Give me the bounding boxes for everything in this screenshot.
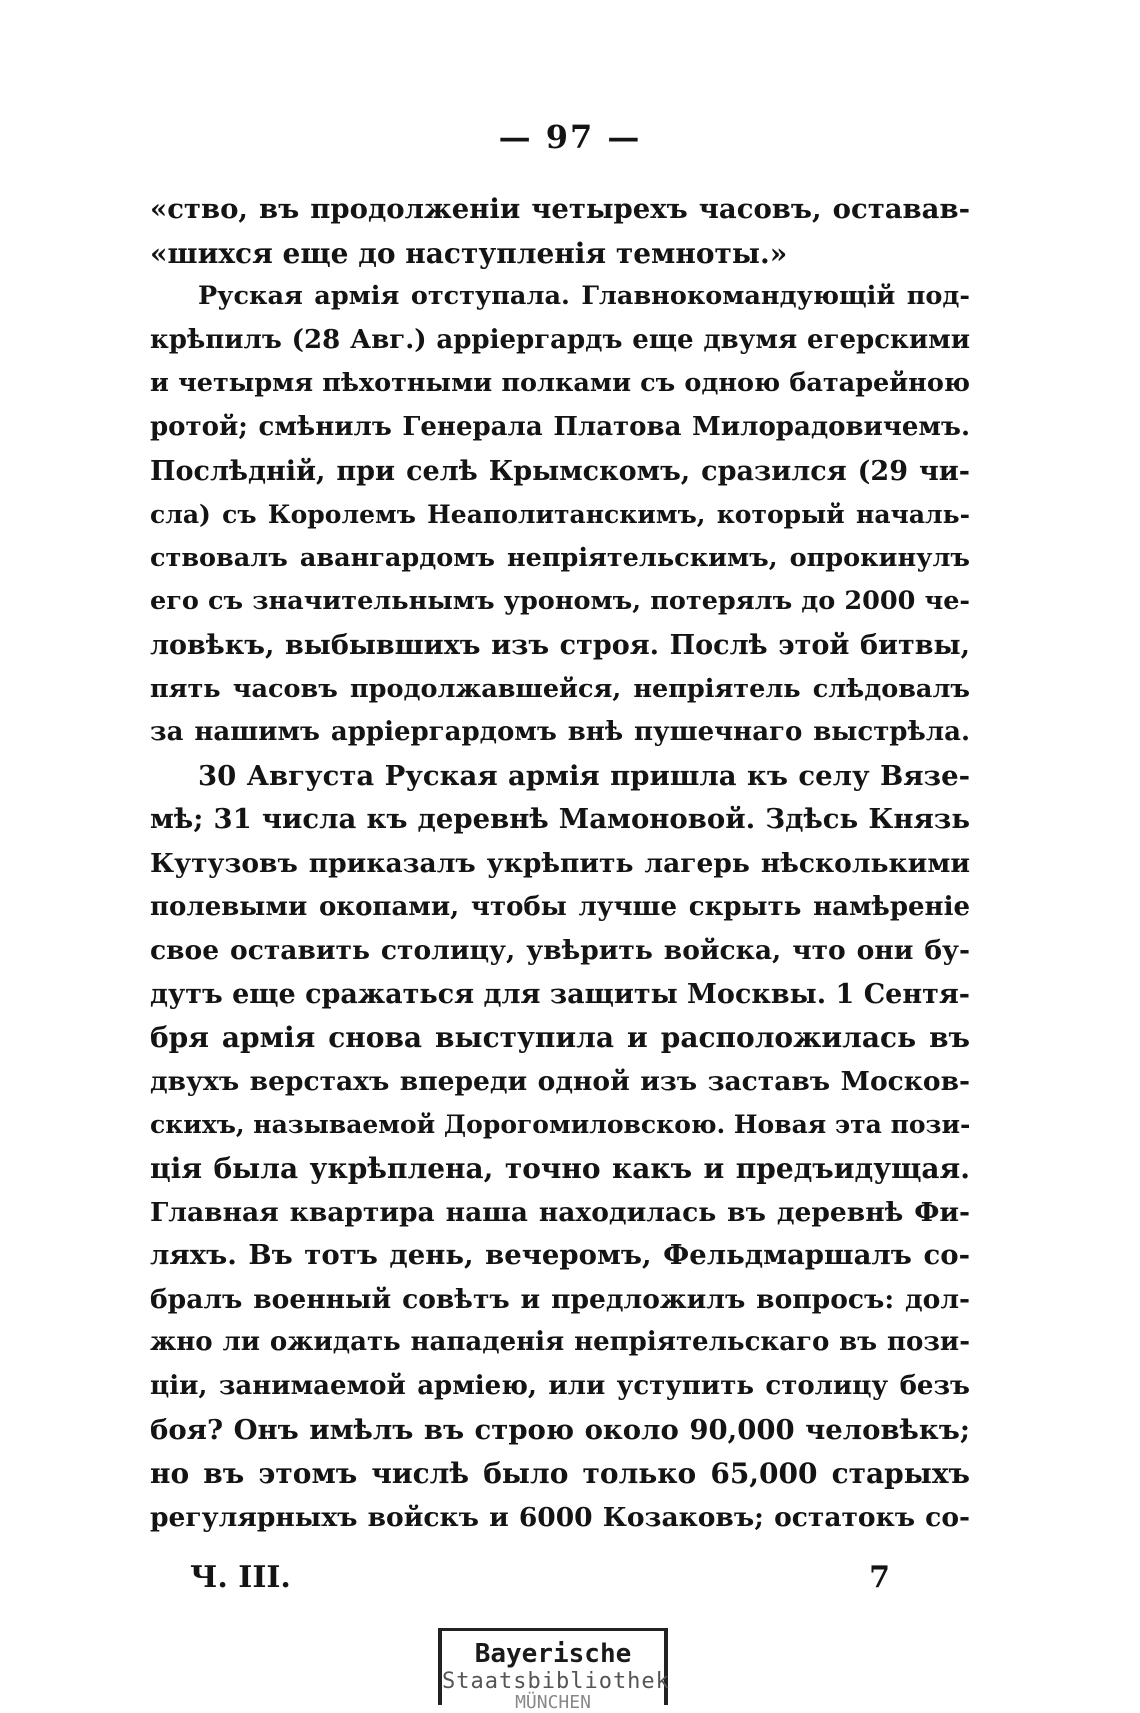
stamp-line-1: Bayerische — [474, 1639, 632, 1669]
text-line: ція была укрѣплена, точно какъ и предъидущая. — [150, 1152, 970, 1186]
signature-mark: Ч. III. — [190, 1560, 291, 1595]
library-stamp — [438, 1628, 670, 1713]
text-line: регулярныхъ войскъ и 6000 Козаковъ; остатокъ со- — [150, 1501, 970, 1533]
text-line: ціи, занимаемой арміею, или уступить столицу безъ — [150, 1371, 970, 1402]
text-line: ляхъ. Въ тотъ день, вечеромъ, Фельдмаршалъ со- — [150, 1239, 970, 1272]
text-line: бря армія снова выступила и расположилась въ — [150, 1021, 970, 1055]
text-line: полевыми окопами, чтобы лучше скрыть намѣреніе — [150, 891, 970, 922]
text-line: ствовалъ авангардомъ непріятельскимъ, опрокинулъ — [150, 542, 970, 573]
text-line: Послѣдній, при селѣ Крымскомъ, сразился (29 чи- — [150, 455, 970, 487]
text-line: дутъ еще сражаться для защиты Москвы. 1 Сентя- — [150, 978, 971, 1010]
page-text-block — [150, 188, 970, 1539]
text-line: мѣ; 31 числа къ деревнѣ Мамоновой. Здѣсь Князь — [150, 803, 970, 836]
text-line: но въ этомъ числѣ было только 65,000 старыхъ — [150, 1457, 970, 1491]
text-line: пять часовъ продолжавшейся, непріятель слѣдовалъ — [150, 673, 970, 704]
stamp-line-2: Staatsbibliothek — [442, 1669, 670, 1694]
text-line: свое оставить столицу, увѣрить войска, что они бу- — [150, 935, 970, 967]
text-line: Главная квартира наша находилась въ деревнѣ Фи- — [150, 1196, 970, 1228]
text-line: за нашимъ арріергардомъ внѣ пушечнаго выстрѣла. — [150, 717, 970, 748]
text-line: его съ значительнымъ урономъ, потерялъ до 2000 че- — [150, 586, 970, 617]
sheet-number: 7 — [869, 1560, 890, 1595]
text-line: бралъ военный совѣтъ и предложилъ вопросъ: дол- — [150, 1283, 970, 1315]
text-line: двухъ верстахъ впереди одной изъ заставъ Москов- — [150, 1065, 970, 1097]
text-line: крѣпилъ (28 Авг.) арріергардъ еще двумя егерскими — [150, 324, 970, 355]
text-line: «ство, въ продолженіи четырехъ часовъ, оставав- — [150, 193, 970, 225]
text-line: ловѣкъ, выбывшихъ изъ строя. Послѣ этой битвы, — [150, 629, 970, 661]
text-line: сла) съ Королемъ Неаполитанскимъ, который началь- — [150, 500, 970, 530]
text-line: боя? Онъ имѣлъ въ строю около 90,000 человѣкъ; — [150, 1413, 970, 1446]
text-line: Руская армія отступала. Главнокомандующій под- — [198, 281, 970, 312]
text-line: жно ли ожидать нападенія непріятельскаго въ пози- — [150, 1327, 970, 1358]
text-line: Кутузовъ приказалъ укрѣпить лагерь нѣсколькими — [150, 847, 970, 879]
text-line: «шихся еще до наступленія темноты.» — [150, 236, 788, 270]
page-number: — 97 — — [498, 118, 642, 156]
text-line: ротой; смѣнилъ Генерала Платова Милорадовичемъ. — [150, 411, 970, 442]
page-footer — [190, 1556, 890, 1600]
text-line: скихъ, называемой Дорогомиловскою. Новая эта пози- — [150, 1110, 971, 1140]
text-line: 30 Августа Руская армія пришла къ селу Вязе- — [198, 759, 970, 792]
stamp-line-3: MÜNCHEN — [515, 1692, 591, 1713]
text-line: и четырмя пѣхотными полками съ одною батарейною — [150, 368, 970, 399]
